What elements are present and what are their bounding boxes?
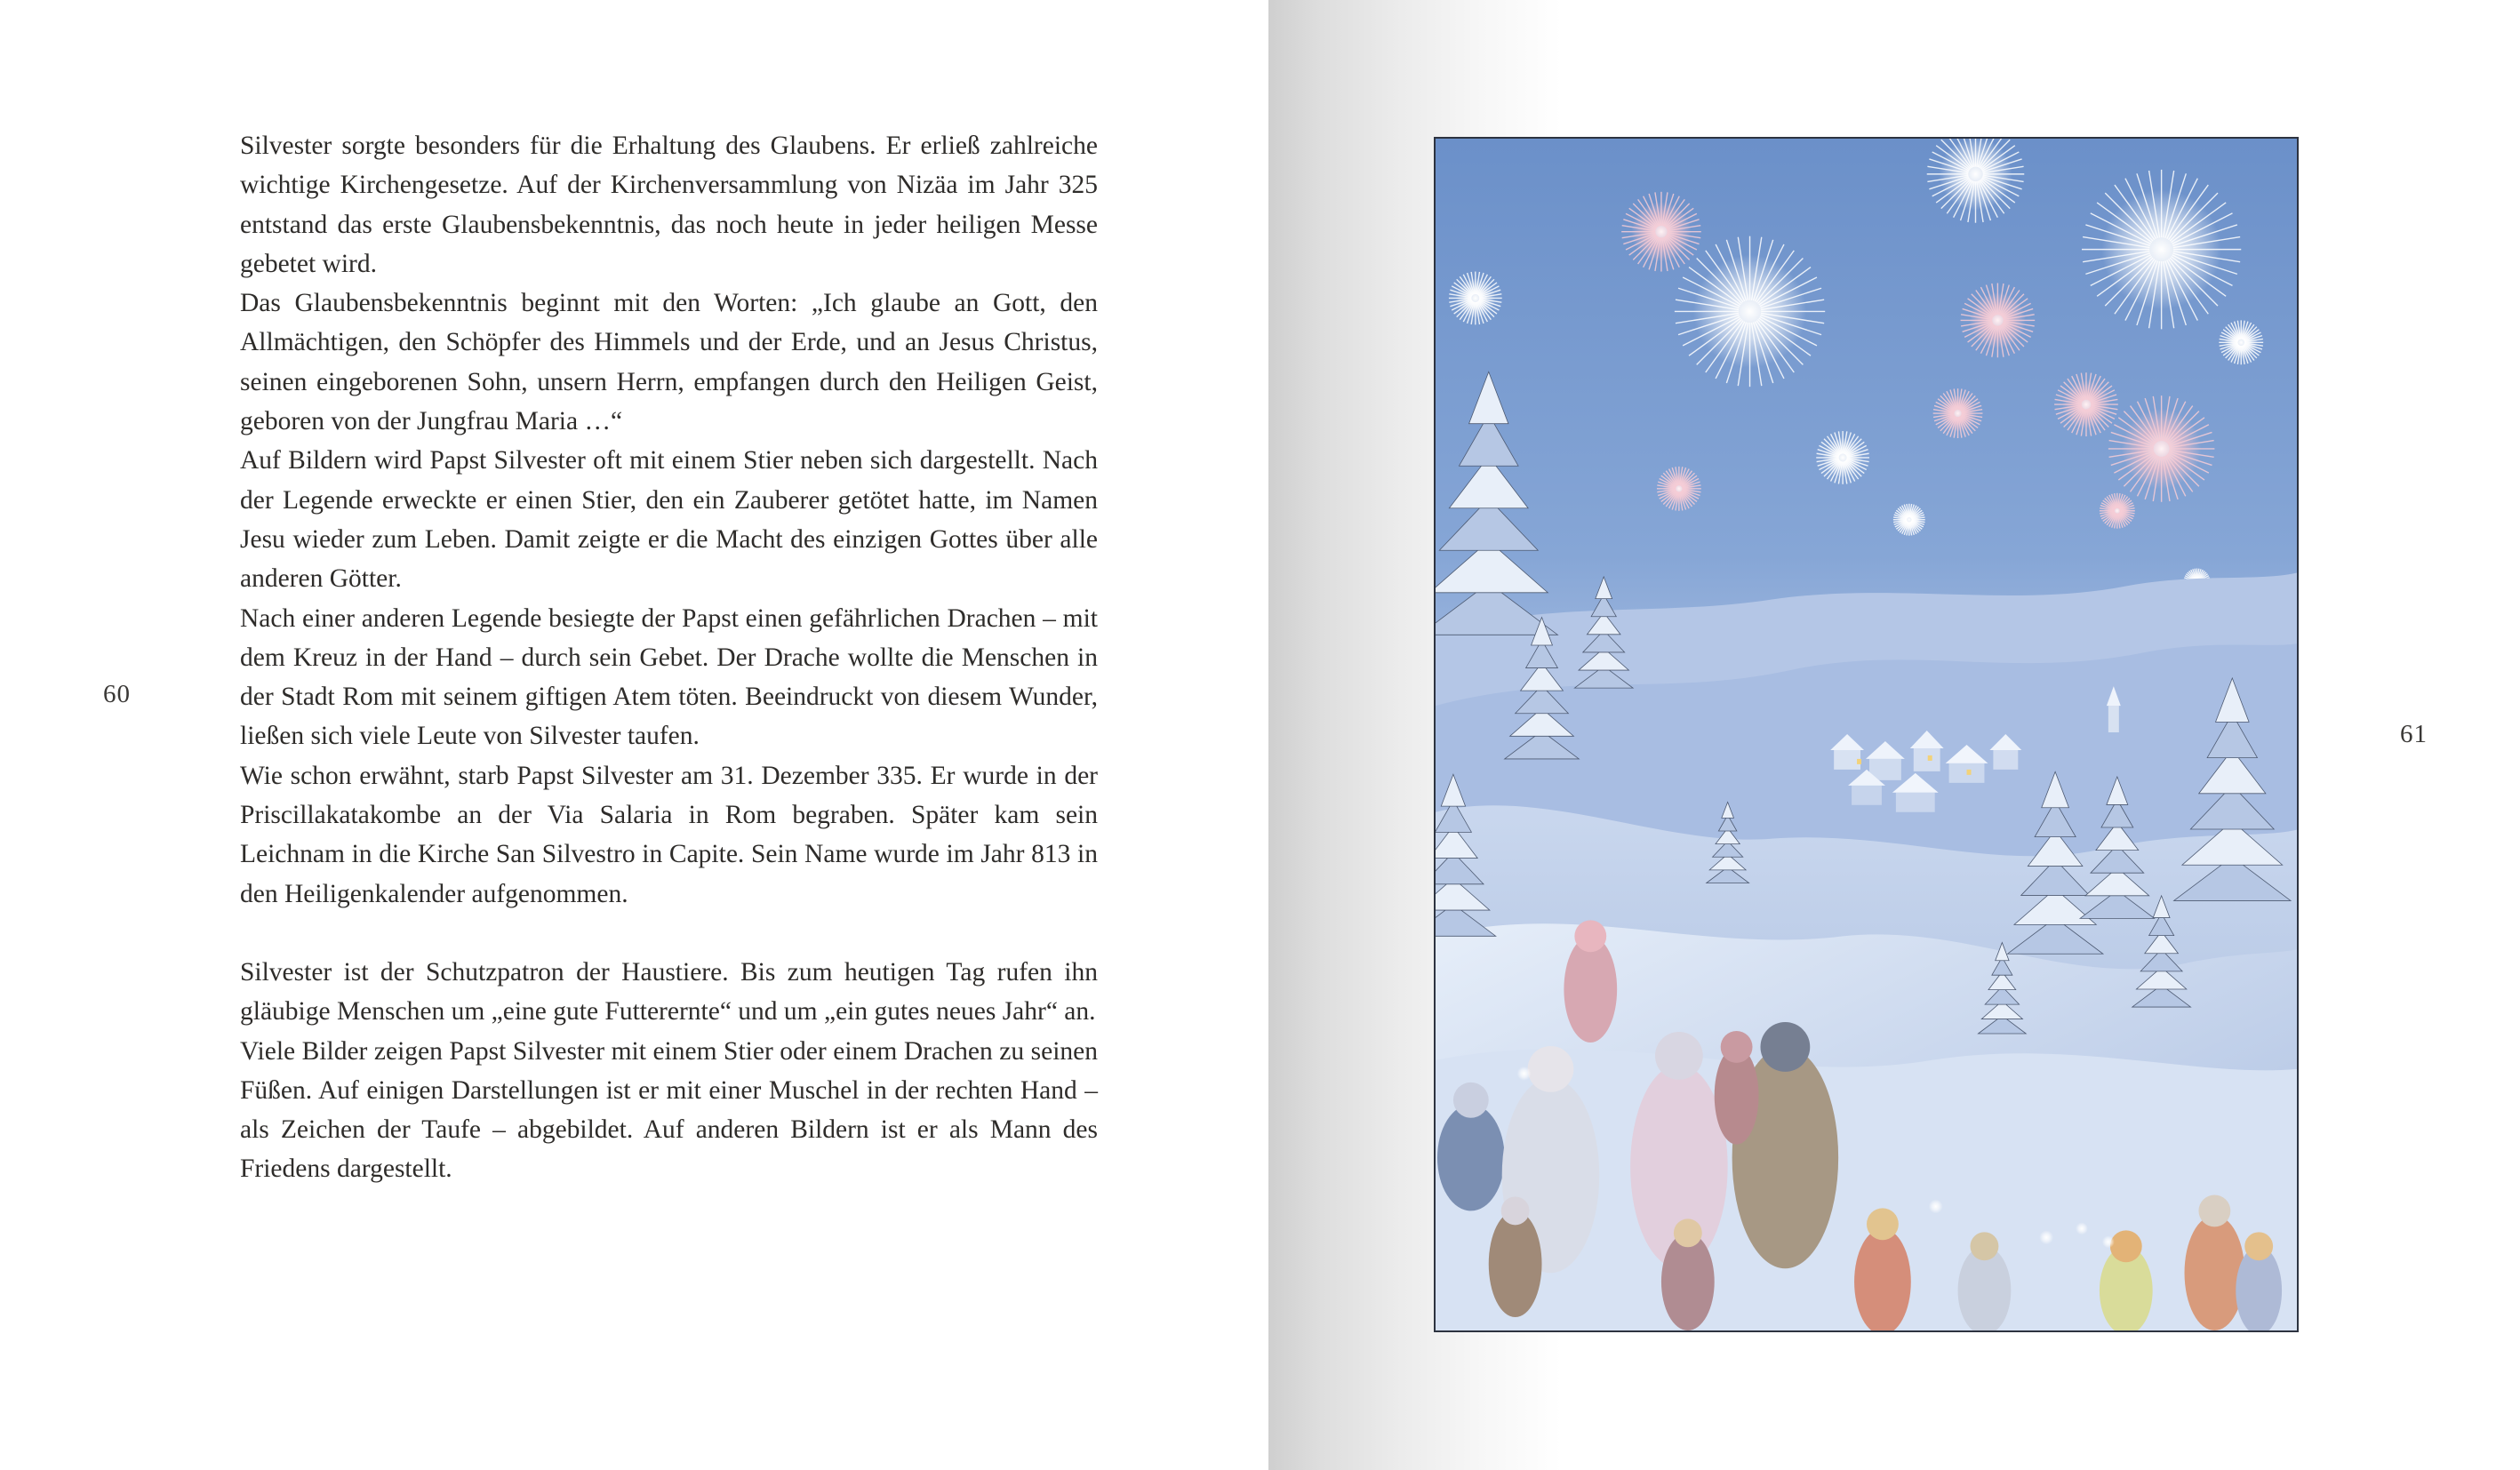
firework-burst: [2100, 493, 2135, 529]
paragraph-5: Wie schon erwähnt, starb Papst Silvester am 31. Dezember 335. Er wurde in der Priscillakatakombe an der Via Salaria in Rom begraben. Später kam sein Leichnam in die Kirche San Silvestro in Capite. Sein Name wurde im Jahr 813 in den Heiligenkalender aufgenommen.: [240, 761, 1098, 908]
body-text: [240, 126, 1098, 1189]
firework-burst: [2054, 372, 2118, 436]
page-number-left: 60: [103, 680, 131, 708]
firework-burst: [1449, 272, 1502, 325]
firework-burst: [2108, 395, 2215, 502]
firework-burst: [1893, 504, 1925, 536]
firework-burst: [1961, 284, 2036, 358]
firework-burst: [2219, 320, 2263, 364]
firework-burst: [1816, 431, 1869, 484]
firework-burst: [1657, 467, 1701, 511]
paragraph-6: Silvester ist der Schutzpatron der Haustiere. Bis zum heutigen Tag rufen ihn gläubige Menschen um „eine gute Futterernte“ und um „ein gutes neues Jahr“ an.: [240, 957, 1098, 1027]
page-number-right: 61: [2400, 720, 2428, 748]
paragraph-7: Viele Bilder zeigen Papst Silvester mit einem Stier oder einem Drachen zu seinen Füßen. Auf einigen Darstellungen ist er mit einer Muschel in der rechten Hand – als Zeichen der Taufe – abgebildet. Auf anderen Bildern ist er als Mann des Friedens dargestellt.: [240, 1036, 1098, 1184]
firework-burst: [1675, 236, 1825, 387]
paragraph-1: Silvester sorgte besonders für die Erhaltung des Glaubens. Er erließ zahlreiche wichtige Kirchengesetze. Auf der Kirchenversammlung von Nizäa im Jahr 325 entstand das erste Glaubensbekenntnis, das noch heute in jeder heiligen Messe gebetet wird.: [240, 132, 1098, 278]
paragraph-2: Das Glaubensbekenntnis beginnt mit den Worten: „Ich glaube an Gott, den Allmächtigen, den Schöpfer des Himmels und der Erde, und an Jesus Christus, seinen eingeborenen Sohn, unsern Herrn, empfangen durch den Heiligen Geist, geboren von der Jungfrau Maria …“: [240, 289, 1098, 436]
firework-burst: [2082, 170, 2241, 329]
paragraph-3: Auf Bildern wird Papst Silvester oft mit einem Stier neben sich dargestellt. Nach der Legende erweckte er einen Stier, den ein Zauberer getötet hatte, im Namen Jesu wieder zum Leben. Damit zeigte er die Macht des einzigen Gottes über alle anderen Götter.: [240, 446, 1098, 594]
firework-burst: [1933, 388, 1983, 438]
paragraph-4: Nach einer anderen Legende besiegte der Papst einen gefährlichen Drachen – mit dem Kreuz in der Hand – durch sein Gebet. Der Drache wollte die Menschen in der Stadt Rom mit seinem giftigen Atem töten. Beeindruckt von diesem Wunder, ließen sich viele Leute von Silvester taufen.: [240, 603, 1098, 751]
illustration-canvas: [1436, 139, 2297, 1330]
firework-burst: [1621, 192, 1701, 272]
fireworks-illustration: [1434, 137, 2299, 1332]
